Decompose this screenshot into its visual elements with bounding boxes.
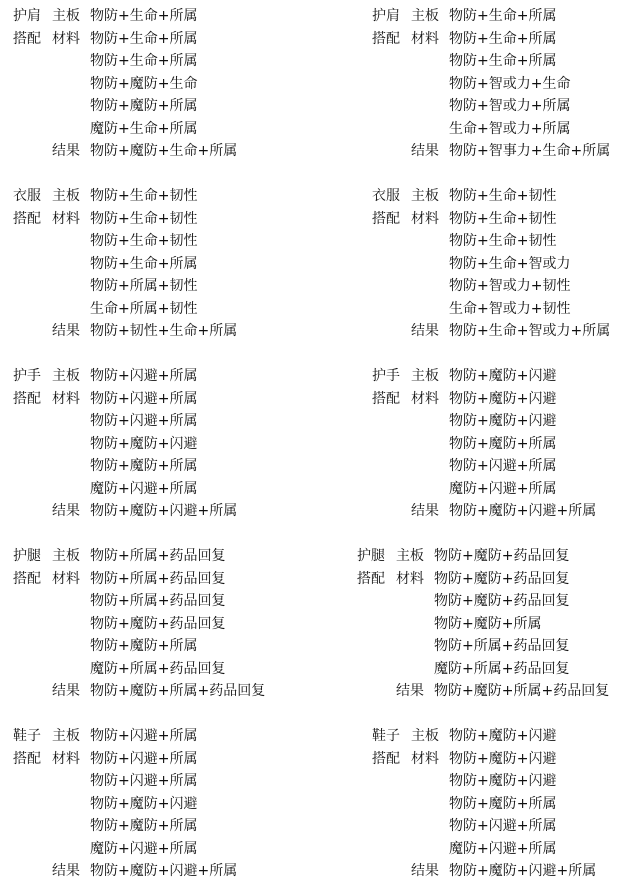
material-value: 物防+魔防+所属 bbox=[90, 458, 198, 474]
pair-label: 搭配 bbox=[13, 30, 41, 47]
result-label: 结果 bbox=[411, 863, 439, 879]
material-value: 物防+所属+韧性 bbox=[90, 278, 198, 294]
equipment-group bbox=[0, 366, 320, 526]
pair-label: 搭配 bbox=[372, 210, 400, 227]
material-label: 材料 bbox=[52, 750, 80, 767]
equipment-group bbox=[320, 726, 640, 886]
result-label: 结果 bbox=[411, 323, 439, 339]
item-name: 护腿 bbox=[13, 548, 41, 564]
main-board-value: 物防+生命+韧性 bbox=[90, 188, 198, 204]
material-label: 材料 bbox=[411, 750, 439, 767]
result-label: 结果 bbox=[52, 323, 80, 339]
result-label: 结果 bbox=[52, 503, 80, 519]
material-value: 物防+魔防+药品回复 bbox=[90, 615, 226, 632]
material-value: 物防+智或力+生命 bbox=[449, 75, 571, 92]
main-board-value: 物防+生命+所属 bbox=[449, 8, 557, 24]
material-value: 物防+闪避+所属 bbox=[90, 773, 198, 789]
material-value: 魔防+闪避+所属 bbox=[90, 840, 198, 857]
material-label: 材料 bbox=[411, 390, 439, 407]
pair-label: 搭配 bbox=[357, 570, 385, 587]
result-value: 物防+魔防+生命+所属 bbox=[90, 143, 238, 159]
material-value: 物防+生命+智或力 bbox=[449, 255, 571, 272]
result-value: 物防+智事力+生命+所属 bbox=[449, 143, 611, 159]
material-value: 物防+魔防+闪避 bbox=[449, 390, 557, 407]
main-board-value: 物防+生命+韧性 bbox=[449, 188, 557, 204]
material-value: 物防+生命+所属 bbox=[90, 53, 198, 69]
result-label: 结果 bbox=[52, 143, 80, 159]
material-value: 物防+闪避+所属 bbox=[449, 458, 557, 474]
material-label: 材料 bbox=[52, 30, 80, 47]
material-value: 物防+闪避+所属 bbox=[449, 818, 557, 834]
material-value: 物防+魔防+所属 bbox=[90, 818, 198, 834]
equipment-group bbox=[0, 546, 320, 706]
material-value: 物防+生命+韧性 bbox=[449, 233, 557, 249]
pair-label: 搭配 bbox=[372, 30, 400, 47]
main-board-value: 物防+魔防+药品回复 bbox=[434, 548, 570, 564]
material-value: 物防+智或力+韧性 bbox=[449, 278, 571, 294]
material-value: 生命+所属+韧性 bbox=[90, 300, 198, 317]
material-value: 物防+闪避+所属 bbox=[90, 413, 198, 429]
main-board-value: 物防+生命+所属 bbox=[90, 8, 198, 24]
main-board-value: 物防+闪避+所属 bbox=[90, 728, 198, 744]
equipment-group bbox=[320, 186, 640, 346]
material-label: 材料 bbox=[52, 390, 80, 407]
result-value: 物防+魔防+闪避+所属 bbox=[449, 863, 597, 879]
pair-label: 搭配 bbox=[13, 570, 41, 587]
main-board-label: 主板 bbox=[411, 188, 439, 204]
material-value: 物防+生命+韧性 bbox=[449, 210, 557, 227]
material-value: 物防+生命+所属 bbox=[449, 30, 557, 47]
material-value: 物防+魔防+所属 bbox=[434, 615, 542, 632]
equipment-group bbox=[320, 546, 640, 706]
main-board-label: 主板 bbox=[411, 368, 439, 384]
item-name: 鞋子 bbox=[372, 728, 400, 744]
main-board-label: 主板 bbox=[396, 548, 424, 564]
material-value: 物防+生命+所属 bbox=[90, 255, 198, 272]
material-value: 物防+魔防+所属 bbox=[90, 638, 198, 654]
material-value: 魔防+闪避+所属 bbox=[449, 840, 557, 857]
main-board-label: 主板 bbox=[52, 548, 80, 564]
result-value: 物防+生命+智或力+所属 bbox=[449, 323, 611, 339]
material-value: 物防+魔防+闪避 bbox=[449, 750, 557, 767]
equipment-group bbox=[0, 186, 320, 346]
material-value: 物防+魔防+所属 bbox=[449, 435, 557, 452]
material-value: 物防+所属+药品回复 bbox=[90, 570, 226, 587]
pair-label: 搭配 bbox=[13, 750, 41, 767]
material-label: 材料 bbox=[396, 570, 424, 587]
result-value: 物防+魔防+闪避+所属 bbox=[449, 503, 597, 519]
material-value: 物防+魔防+闪避 bbox=[90, 795, 198, 812]
material-value: 魔防+所属+药品回复 bbox=[90, 660, 226, 677]
material-value: 物防+所属+药品回复 bbox=[90, 593, 226, 609]
pair-label: 搭配 bbox=[13, 390, 41, 407]
right-column bbox=[320, 0, 640, 892]
equipment-group bbox=[320, 6, 640, 166]
result-value: 物防+魔防+闪避+所属 bbox=[90, 863, 238, 879]
material-value: 魔防+所属+药品回复 bbox=[434, 660, 570, 677]
main-board-value: 物防+闪避+所属 bbox=[90, 368, 198, 384]
pair-label: 搭配 bbox=[13, 210, 41, 227]
item-name: 护肩 bbox=[13, 8, 41, 24]
material-value: 物防+生命+韧性 bbox=[90, 210, 198, 227]
result-label: 结果 bbox=[411, 143, 439, 159]
material-label: 材料 bbox=[411, 30, 439, 47]
result-value: 物防+韧性+生命+所属 bbox=[90, 323, 238, 339]
material-label: 材料 bbox=[411, 210, 439, 227]
material-value: 物防+魔防+生命 bbox=[90, 75, 198, 92]
item-name: 衣服 bbox=[13, 188, 41, 204]
equipment-group bbox=[0, 6, 320, 166]
item-name: 护手 bbox=[13, 368, 41, 384]
material-value: 生命+智或力+所属 bbox=[449, 120, 571, 137]
material-value: 物防+智或力+所属 bbox=[449, 98, 571, 114]
item-name: 护手 bbox=[372, 368, 400, 384]
material-value: 物防+魔防+闪避 bbox=[90, 435, 198, 452]
main-board-value: 物防+魔防+闪避 bbox=[449, 728, 557, 744]
main-board-value: 物防+魔防+闪避 bbox=[449, 368, 557, 384]
pair-label: 搭配 bbox=[372, 750, 400, 767]
material-value: 物防+魔防+闪避 bbox=[449, 773, 557, 789]
result-value: 物防+魔防+闪避+所属 bbox=[90, 503, 238, 519]
main-board-label: 主板 bbox=[52, 188, 80, 204]
result-label: 结果 bbox=[411, 503, 439, 519]
material-value: 物防+生命+所属 bbox=[449, 53, 557, 69]
result-value: 物防+魔防+所属+药品回复 bbox=[434, 683, 610, 699]
equipment-group bbox=[0, 726, 320, 886]
material-value: 魔防+闪避+所属 bbox=[449, 480, 557, 497]
material-value: 物防+生命+所属 bbox=[90, 30, 198, 47]
main-board-label: 主板 bbox=[411, 8, 439, 24]
main-board-label: 主板 bbox=[52, 8, 80, 24]
result-label: 结果 bbox=[52, 683, 80, 699]
material-value: 魔防+生命+所属 bbox=[90, 120, 198, 137]
material-value: 物防+魔防+所属 bbox=[90, 98, 198, 114]
main-board-label: 主板 bbox=[52, 368, 80, 384]
pair-label: 搭配 bbox=[372, 390, 400, 407]
main-board-label: 主板 bbox=[411, 728, 439, 744]
result-value: 物防+魔防+所属+药品回复 bbox=[90, 683, 266, 699]
material-value: 物防+魔防+闪避 bbox=[449, 413, 557, 429]
result-label: 结果 bbox=[52, 863, 80, 879]
material-value: 生命+智或力+韧性 bbox=[449, 300, 571, 317]
result-label: 结果 bbox=[396, 683, 424, 699]
material-value: 物防+所属+药品回复 bbox=[434, 638, 570, 654]
item-name: 护腿 bbox=[357, 548, 385, 564]
item-name: 衣服 bbox=[372, 188, 400, 204]
main-board-value: 物防+所属+药品回复 bbox=[90, 548, 226, 564]
material-label: 材料 bbox=[52, 570, 80, 587]
material-value: 物防+魔防+所属 bbox=[449, 795, 557, 812]
material-value: 物防+魔防+药品回复 bbox=[434, 570, 570, 587]
equipment-group bbox=[320, 366, 640, 526]
material-value: 物防+魔防+药品回复 bbox=[434, 593, 570, 609]
item-name: 鞋子 bbox=[13, 728, 41, 744]
main-board-label: 主板 bbox=[52, 728, 80, 744]
material-value: 物防+闪避+所属 bbox=[90, 390, 198, 407]
material-value: 物防+闪避+所属 bbox=[90, 750, 198, 767]
material-value: 魔防+闪避+所属 bbox=[90, 480, 198, 497]
material-label: 材料 bbox=[52, 210, 80, 227]
item-name: 护肩 bbox=[372, 8, 400, 24]
material-value: 物防+生命+韧性 bbox=[90, 233, 198, 249]
